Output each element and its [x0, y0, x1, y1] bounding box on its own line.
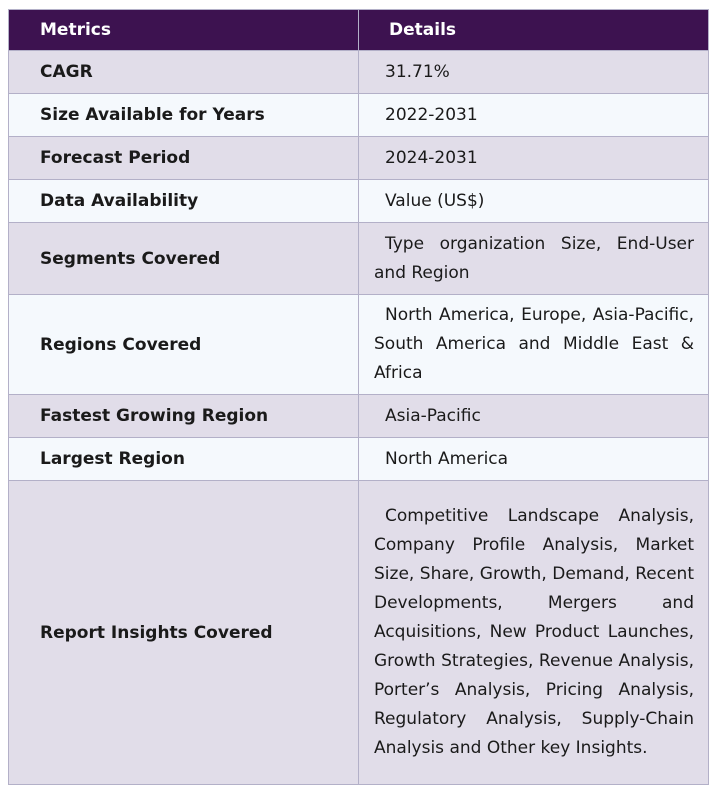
detail-cell [359, 137, 709, 180]
metric-cell: Largest Region [9, 438, 359, 481]
header-details: Details [359, 10, 709, 51]
detail-text: North America, Europe, Asia-Pacific, South America and Middle East & Africa [374, 305, 694, 383]
metric-cell: Regions Covered [9, 295, 359, 395]
table-row [9, 94, 709, 137]
detail-cell [359, 94, 709, 137]
metric-cell: Segments Covered [9, 223, 359, 295]
table-row [9, 51, 709, 94]
metric-cell: Forecast Period [9, 137, 359, 180]
detail-cell [359, 295, 709, 395]
detail-text: Value (US$) [385, 190, 485, 211]
detail-cell [359, 51, 709, 94]
table-row [9, 395, 709, 438]
metric-cell: CAGR [9, 51, 359, 94]
detail-cell [359, 223, 709, 295]
table-row [9, 438, 709, 481]
detail-text: Competitive Landscape Analysis, Company Profile Analysis, Market Size, Share, Growth, Demand, Recent Developments, Mergers and Acquisitions, New Product Launches, Growth Strategies, Revenue Analysis, Porter’s Analysis, Pricing Analysis, Regulatory Analysis, Supply-Chain Analysis and Other key Insights. [374, 506, 694, 758]
table-row [9, 223, 709, 295]
detail-cell [359, 395, 709, 438]
report-summary-table-container [8, 9, 708, 785]
detail-text: North America [385, 448, 509, 469]
table-row [9, 295, 709, 395]
metric-cell: Fastest Growing Region [9, 395, 359, 438]
table-header-row [9, 10, 709, 51]
detail-text: Asia-Pacific [385, 405, 481, 426]
report-summary-table [8, 9, 709, 785]
detail-cell [359, 438, 709, 481]
table-row [9, 481, 709, 785]
metric-cell: Size Available for Years [9, 94, 359, 137]
detail-text: 2022-2031 [385, 104, 478, 125]
metric-cell: Report Insights Covered [9, 481, 359, 785]
detail-text: 31.71% [385, 61, 450, 82]
table-row [9, 137, 709, 180]
detail-cell [359, 481, 709, 785]
detail-cell [359, 180, 709, 223]
header-metrics: Metrics [9, 10, 359, 51]
detail-text: Type organization Size, End-User and Region [374, 233, 694, 283]
detail-text: 2024-2031 [385, 147, 478, 168]
metric-cell: Data Availability [9, 180, 359, 223]
table-row [9, 180, 709, 223]
